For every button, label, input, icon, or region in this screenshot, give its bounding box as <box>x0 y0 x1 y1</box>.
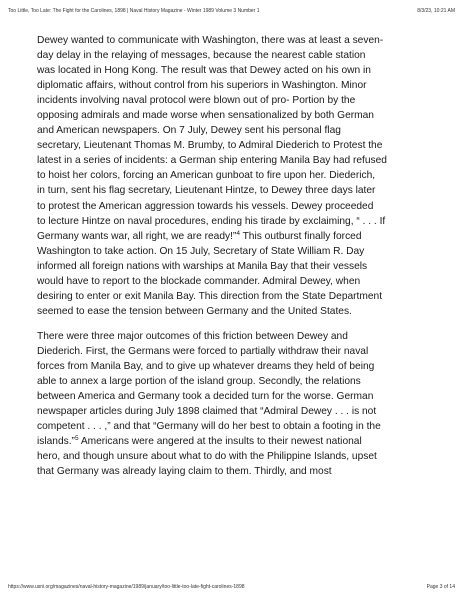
text-line <box>37 289 434 304</box>
text-line <box>37 434 434 449</box>
text-line <box>37 404 434 419</box>
text-line <box>37 304 434 319</box>
footnote-ref: 4 <box>236 229 240 237</box>
text-line <box>37 183 434 198</box>
text-line <box>37 389 434 404</box>
text-segment: desiring to enter or exit Manila Bay. This direction from the State Department <box>37 290 383 302</box>
text-segment: to protest the American aggression towards his vessels. Dewey proceeded <box>37 200 374 212</box>
text-segment: and American newspapers. On 7 July, Dewey sent his personal flag <box>37 125 341 137</box>
text-segment: in turn, sent his flag secretary, Lieutenant Hintze, to Dewey three days later <box>37 185 376 197</box>
text-segment: latest in a series of incidents: a German ship entering Manila Bay had refused <box>37 155 387 167</box>
text-segment: forces from Manila Bay, and to give up whatever dreams they held of being <box>37 360 375 372</box>
text-segment: was located in Hong Kong. The result was that Dewey acted on his own in <box>37 65 371 77</box>
text-line <box>37 259 434 274</box>
page-footer-url: https://www.usni.org/magazines/naval-history-magazine/1989/january/too-little-too-late-fight-carolines-1898 <box>8 584 245 590</box>
text-line <box>37 138 434 153</box>
text-segment: to lecture Hintze on naval procedures, ending his tirade by exclaiming, “ . . . If <box>37 215 386 227</box>
text-line <box>37 199 434 214</box>
text-segment: opposing admirals and made worse when sensationalized by both German <box>37 110 374 122</box>
paragraph-2 <box>37 329 434 479</box>
text-line <box>37 48 434 63</box>
text-segment: diplomatic affairs, without control from his superiors in Washington. Minor <box>37 80 367 92</box>
text-segment: able to annex a large portion of the island group. Secondly, the relations <box>37 376 361 388</box>
text-segment: Washington to take action. On 15 July, Secretary of State William R. Day <box>37 245 365 257</box>
text-line <box>37 244 434 259</box>
page-header-title: Too Little, Too Late: The Fight for the Carolines, 1898 | Naval History Magazine - Winter 1989 Volume 3 Number 1 <box>8 8 260 14</box>
text-line <box>37 359 434 374</box>
text-segment: informed all foreign nations with warships at Manila Bay that their vessels <box>37 260 368 272</box>
text-segment: This outburst finally forced <box>239 230 362 242</box>
text-line <box>37 229 434 244</box>
text-segment: islands.” <box>37 436 75 448</box>
article-body <box>37 33 434 479</box>
text-segment: incidents involving naval protocol were blown out of pro- Portion by the <box>37 95 356 107</box>
text-segment: Diederich. First, the Germans were forced to partially withdraw their naval <box>37 345 369 357</box>
page-footer-page-number: Page 3 of 14 <box>426 584 455 590</box>
text-line <box>37 344 434 359</box>
text-segment: There were three major outcomes of this friction between Dewey and <box>37 330 348 342</box>
paragraph-1 <box>37 33 434 319</box>
text-line <box>37 214 434 229</box>
text-line <box>37 93 434 108</box>
text-segment: day delay in the relaying of messages, because the nearest cable station <box>37 50 366 62</box>
text-line <box>37 78 434 93</box>
text-segment: seemed to ease the tension between Germany and the United States. <box>37 305 352 317</box>
text-segment: competent . . . ,” and that “Germany will do her best to obtain a footing in the <box>37 421 381 433</box>
text-segment: Americans were angered at the insults to their newest national <box>78 436 362 448</box>
text-segment: to hoist her colors, forcing an American gunboat to fire upon her. Diederich, <box>37 170 376 182</box>
text-line <box>37 63 434 78</box>
text-segment: newspaper articles during July 1898 claimed that “Admiral Dewey . . . is not <box>37 406 377 418</box>
text-line <box>37 419 434 434</box>
text-line <box>37 464 434 479</box>
text-segment: Germany wants war, all right, we are ready!” <box>37 230 237 242</box>
text-line <box>37 374 434 389</box>
text-segment: would have to report to the blockade commander. Admiral Dewey, when <box>37 275 361 287</box>
page-header-datetime: 8/3/23, 10:21 AM <box>417 8 455 14</box>
footnote-ref: 5 <box>74 435 79 443</box>
text-line <box>37 329 434 344</box>
text-line <box>37 274 434 289</box>
text-segment: Dewey wanted to communicate with Washington, there was at least a seven- <box>37 35 384 46</box>
text-segment: hero, and though unsure about what to do with the Philippine Islands, upset <box>37 451 377 463</box>
text-line <box>37 108 434 123</box>
text-segment: secretary, Lieutenant Thomas M. Brumby, to Admiral Diederich to Protest the <box>37 140 383 152</box>
text-segment: that Germany was already laying claim to them. Thirdly, and most <box>37 466 332 478</box>
text-line <box>37 168 434 183</box>
text-line <box>37 153 434 168</box>
text-line <box>37 123 434 138</box>
text-line <box>37 33 434 48</box>
text-line <box>37 449 434 464</box>
text-segment: between America and Germany took a decided turn for the worse. German <box>37 391 374 403</box>
